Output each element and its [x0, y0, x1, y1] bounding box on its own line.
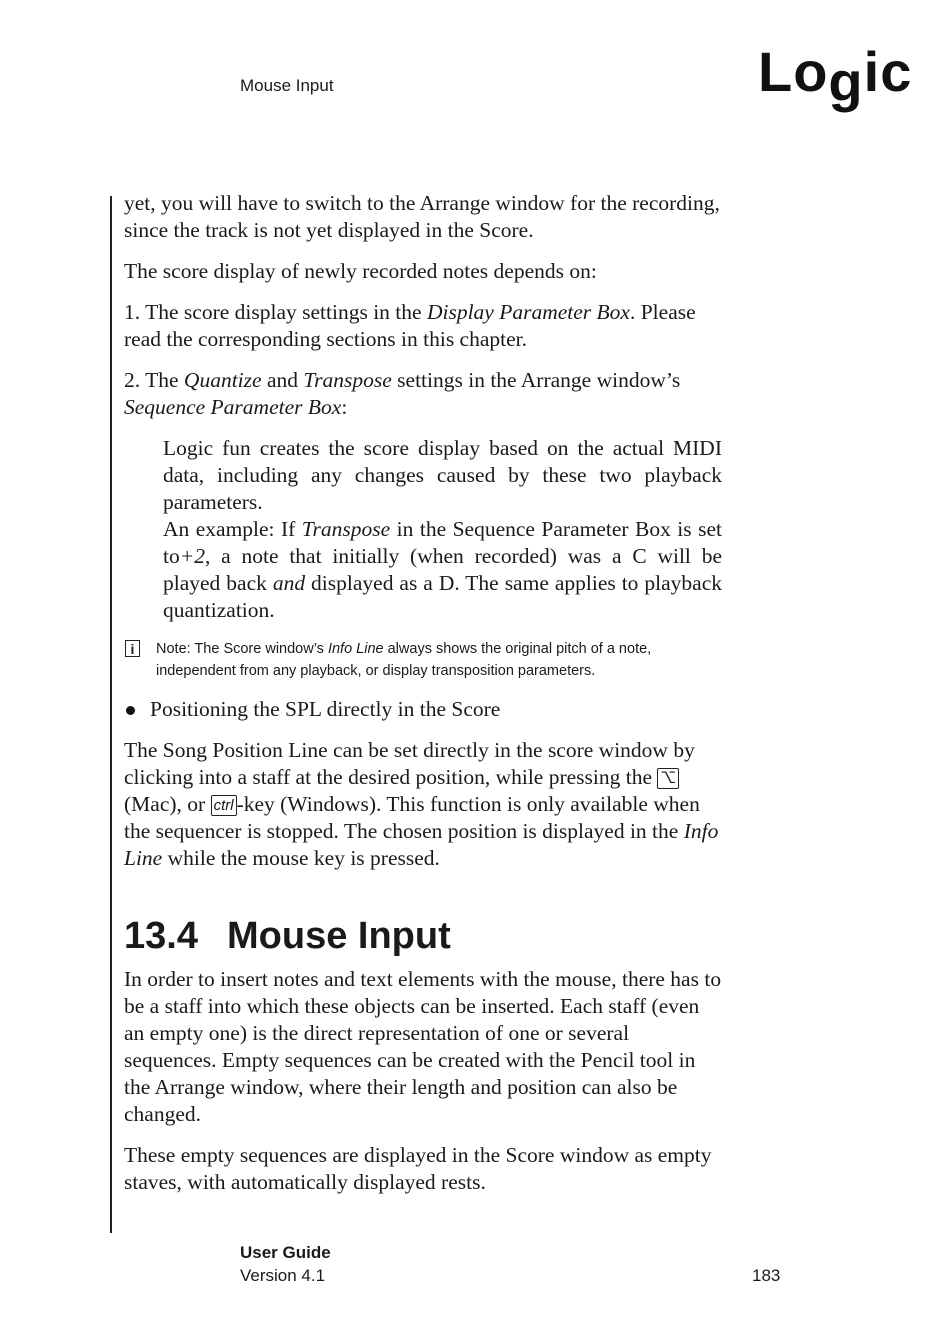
info-icon: i: [125, 640, 140, 657]
margin-rule: [110, 196, 112, 1233]
bullet-item: Positioning the SPL directly in the Score: [124, 696, 722, 723]
info-note: i Note: The Score window’s Info Line always shows the original pitch of a note, independent from any playback, or display transposition parameters.: [124, 638, 722, 682]
list-item-2: 2. The Quantize and Transpose settings in the Arrange window’s Sequence Parameter Box:: [124, 368, 681, 419]
option-key-icon: ⌥: [657, 768, 679, 789]
footer-guide-title: User Guide: [240, 1243, 331, 1262]
indented-paragraph-1: Logic fun creates the score display based on the actual MIDI data, including any changes caused by these two playback parameters.: [163, 436, 722, 514]
section-number: 13.4: [124, 915, 198, 957]
page-body: [124, 190, 722, 1210]
page-number: 183: [752, 1266, 781, 1285]
running-header: Mouse Input: [240, 76, 334, 95]
logic-logo: Logic: [758, 40, 913, 113]
bullet-dot: [126, 706, 135, 715]
paragraph-5: These empty sequences are displayed in the Score window as empty staves, with automatically displayed rests.: [124, 1143, 712, 1194]
paragraph-3: The Song Position Line can be set directly in the score window by clicking into a staff at the desired position, while pressing the ⌥ (Mac), or ctrl -key (Windows). This function is only available when the sequencer is stopped. The chosen position is displayed in the Info Line while the mouse key is pressed.: [124, 738, 719, 870]
ctrl-key-icon: ctrl: [211, 795, 237, 816]
list-item-1: 1. The score display settings in the Display Parameter Box. Please read the corresponding sections in this chapter.: [124, 300, 696, 351]
section-title: Mouse Input: [227, 915, 451, 957]
footer-version: Version 4.1: [240, 1266, 326, 1285]
paragraph-2: The score display of newly recorded notes depends on:: [124, 259, 597, 283]
section-heading: [124, 914, 722, 958]
indented-paragraph-2: An example: If Transpose in the Sequence Parameter Box is set to+2, a note that initially (when recorded) was a C will be played back and displayed as a D. The same applies to playback quantization.: [163, 517, 722, 622]
paragraph-4: In order to insert notes and text elements with the mouse, there has to be a staff into which these objects can be inserted. Each staff (even an empty one) is the direct representation of one or several sequences. Empty sequences can be created with the Pencil tool in the Arrange window, where their length and position can also be changed.: [124, 967, 722, 1126]
indented-block: [163, 435, 722, 624]
paragraph-1: yet, you will have to switch to the Arrange window for the recording, since the track is not yet displayed in the Score.: [124, 191, 720, 242]
